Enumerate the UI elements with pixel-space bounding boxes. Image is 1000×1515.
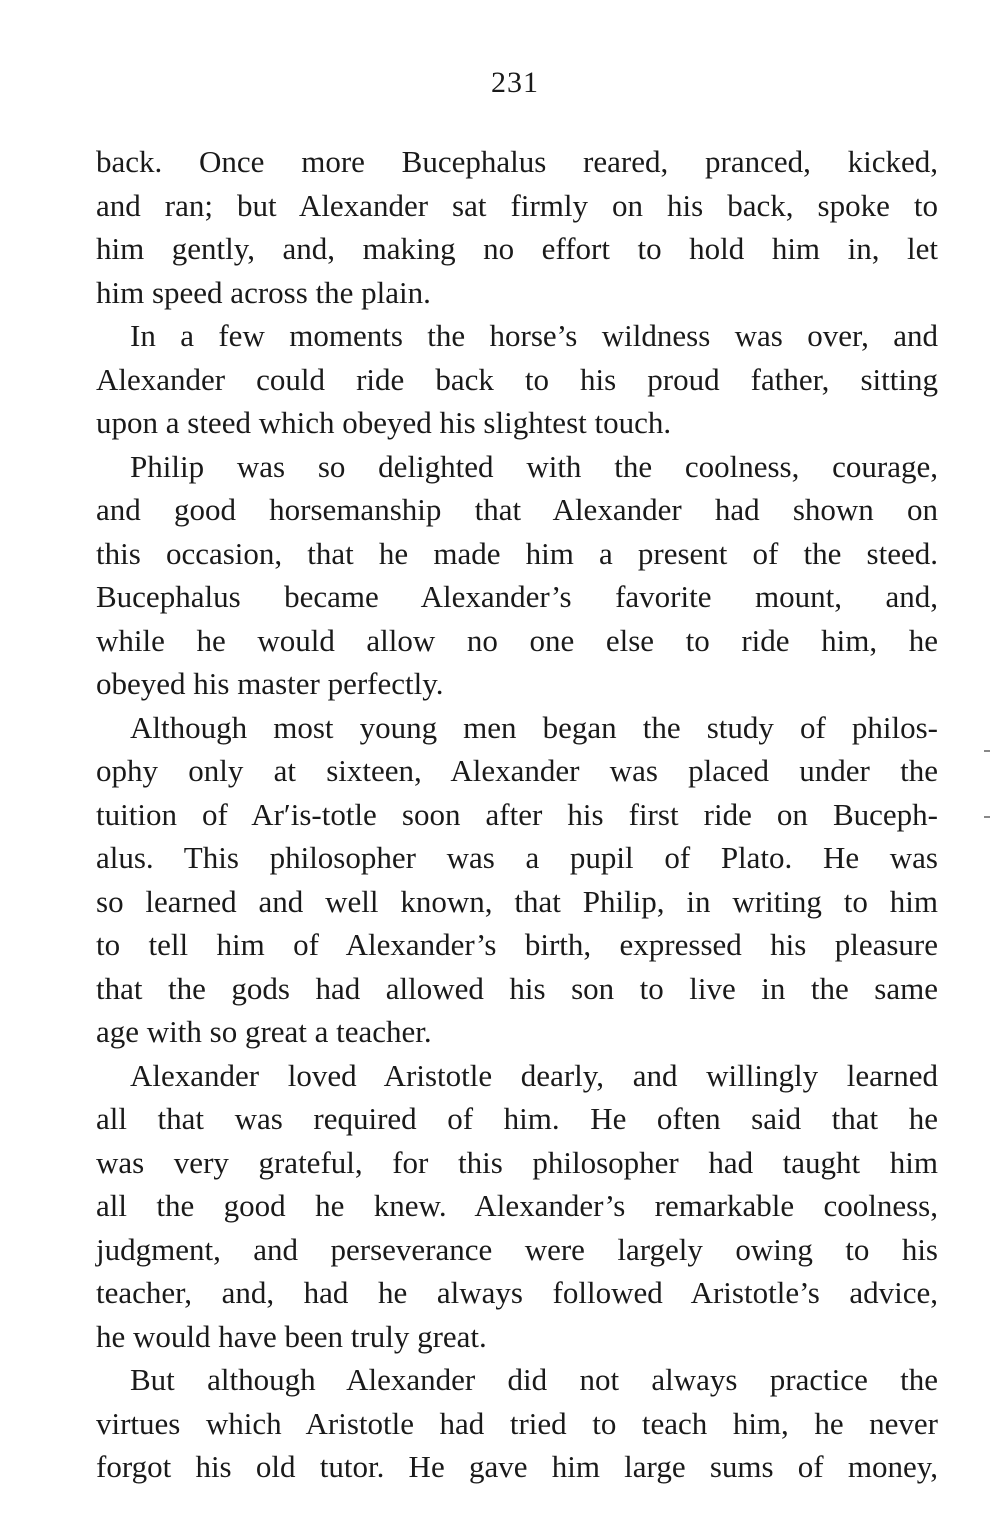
text-line: Alexander could ride back to his proud father, sitting: [96, 361, 938, 397]
body-text: [96, 140, 938, 1489]
text-line: teacher, and, had he always followed Aristotle’s advice,: [96, 1275, 938, 1310]
text-line: so learned and well known, that Philip, in writing to him: [96, 883, 938, 919]
text-line: Although most young men began the study of philos-: [130, 709, 938, 745]
text-line: Philip was so delighted with the coolness, courage,: [130, 448, 938, 484]
text-line: him gently, and, making no effort to hold him in, let: [96, 231, 938, 266]
text-line: ophy only at sixteen, Alexander was placed under the: [96, 753, 938, 788]
text-line: this occasion, that he made him a present of the steed.: [96, 535, 938, 571]
text-line: all that was required of him. He often said that he: [96, 1101, 938, 1136]
text-line: him speed across the plain.: [96, 274, 431, 310]
text-line: that the gods had allowed his son to live in the same: [96, 970, 938, 1006]
text-line: forgot his old tutor. He gave him large sums of money,: [96, 1449, 938, 1484]
text-line: he would have been truly great.: [96, 1318, 487, 1354]
text-line: upon a steed which obeyed his slightest touch.: [96, 405, 672, 440]
text-line: alus. This philosopher was a pupil of Plato. He was: [96, 840, 938, 875]
text-line: judgment, and perseverance were largely owing to his: [96, 1231, 938, 1267]
text-line: Bucephalus became Alexander’s favorite mount, and,: [96, 579, 938, 614]
text-line: and ran; but Alexander sat firmly on his back, spoke to: [96, 187, 938, 223]
margin-mark: [984, 816, 990, 818]
text-line: while he would allow no one else to ride him, he: [96, 622, 938, 658]
text-line: to tell him of Alexander’s birth, expressed his pleasure: [96, 927, 938, 962]
page-number: 231: [491, 66, 539, 99]
text-line: In a few moments the horse’s wildness was over, and: [130, 318, 938, 353]
text-line: obeyed his master perfectly.: [96, 666, 444, 701]
text-line: age with so great a teacher.: [96, 1014, 432, 1049]
text-line: all the good he knew. Alexander’s remarkable coolness,: [96, 1188, 938, 1223]
text-line: But although Alexander did not always practice the: [130, 1362, 938, 1397]
text-line: and good horsemanship that Alexander had shown on: [96, 492, 938, 527]
text-line: back. Once more Bucephalus reared, pranced, kicked,: [96, 144, 938, 179]
text-line: tuition of Ar′is-totle soon after his first ride on Buceph-: [96, 796, 938, 832]
text-line: Alexander loved Aristotle dearly, and willingly learned: [130, 1057, 938, 1093]
text-line: virtues which Aristotle had tried to teach him, he never: [96, 1405, 938, 1441]
margin-mark: [984, 750, 990, 752]
text-line: was very grateful, for this philosopher had taught him: [96, 1144, 938, 1180]
